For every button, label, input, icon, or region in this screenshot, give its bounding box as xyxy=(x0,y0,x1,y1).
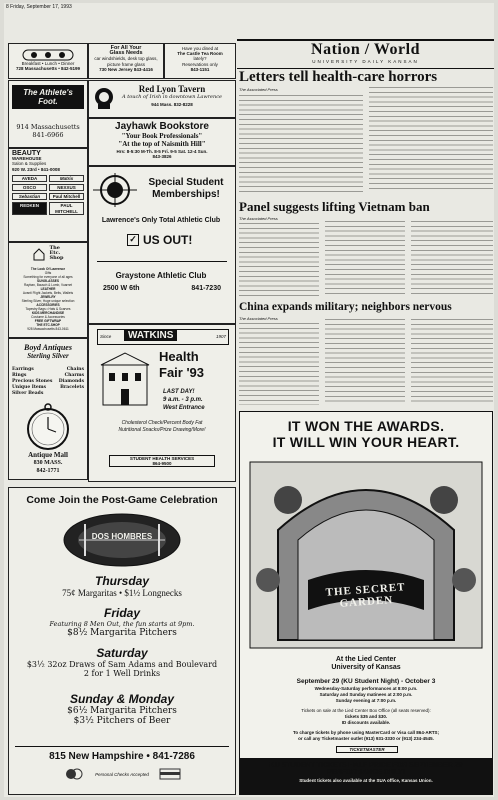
beauty-brand: Matrix xyxy=(49,175,84,182)
etc-line: LEATHER xyxy=(40,287,56,291)
section-title: Nation / World xyxy=(311,41,420,58)
jayhawk-hours: Hrs: 8-5:30 M-Th. 8-5 Fri. 9-5 Sat. 12-4 Sun. xyxy=(116,149,208,154)
greystone-name: Graystone Athletic Club xyxy=(115,271,207,280)
beauty-brand: Sebastian xyxy=(12,193,47,200)
post-game-title: Come Join the Post-Game Celebration xyxy=(26,494,218,506)
beauty-brand: REDKEN xyxy=(12,202,47,214)
article-text-col xyxy=(325,319,405,405)
red-lyon-sub: A touch of Irish in downtown Lawrence xyxy=(122,94,222,100)
day-block-saturday xyxy=(9,646,235,678)
etc-shop-name xyxy=(49,246,63,265)
glass-t4: picture frame glass xyxy=(106,61,145,67)
jayhawk-q2: "At the top of Naismith Hill" xyxy=(118,140,206,148)
castle-ad xyxy=(164,43,236,79)
student-bar-3: Student tickets also available at the SUA office, Kansas Union. xyxy=(299,778,433,783)
student-bar-2: PERFORMANCE ONLY! xyxy=(327,769,405,776)
student-ticket-bar xyxy=(239,758,493,794)
etc-shop-logo xyxy=(9,246,87,265)
day-block-thursday xyxy=(9,574,235,598)
beauty-l2: WAREHOUSE xyxy=(12,156,42,162)
day-line: $8½ Margarita Pitchers xyxy=(67,628,177,638)
boyd-antiques-ad xyxy=(8,338,88,480)
article-text-col xyxy=(239,323,319,405)
etc-line: SUNGLASSES xyxy=(37,279,59,283)
antique-item: Charms xyxy=(64,373,84,378)
fair-title: Fair '93 xyxy=(159,365,205,380)
article-headline-1: Letters tell health-care horrors xyxy=(239,69,438,85)
article-headline-2: Panel suggests lifting Vietnam ban xyxy=(239,199,430,214)
pizza-sub: Breakfast • Lunch • Dinner xyxy=(21,61,75,66)
antique-title: Boyd Antiques xyxy=(24,343,72,352)
etc-line: THE ETC.SHOP xyxy=(36,323,60,327)
student-health-phone: 864-9500 xyxy=(152,461,172,467)
etc-t3: Shop xyxy=(49,255,64,261)
day-line: $3½ 32oz Draws of Sam Adams and Boulevard xyxy=(26,660,218,669)
etc-line: Sterling Silver, Huge unique selection xyxy=(21,299,75,303)
garden-perf-2: Saturday and Sunday matinees at 2:00 p.m. xyxy=(319,692,413,697)
pizza-ad xyxy=(8,43,88,79)
garden-charge-1: To charge tickets by phone using MasterCard or Visa call 864-ARTS; xyxy=(292,730,440,735)
day-line: $3½ Pitchers of Beer xyxy=(73,716,171,726)
day-line: Featuring 8 Men Out, the fun starts at 9pm. xyxy=(49,620,195,628)
garden-venue-1: At the Lied Center xyxy=(335,656,397,663)
castle-t4: Reservations only xyxy=(182,61,218,67)
antique-left-list xyxy=(12,367,52,397)
sunburst-logo xyxy=(93,173,137,211)
athletes-foot-address: 914 Massachusetts xyxy=(16,123,80,131)
news-section xyxy=(237,3,494,797)
us-out-badge xyxy=(127,233,192,247)
etc-line: KIDS MERCHANDISE xyxy=(31,311,65,315)
day-line: 2 for 1 Well Drinks xyxy=(83,669,161,678)
garden-tix-2: tickets $35 and $30. xyxy=(344,714,388,719)
etc-line: FREE GIFTWRAP xyxy=(34,319,62,323)
secret-garden-ad xyxy=(239,411,493,795)
page-number-date: 8 Friday, September 17, 1993 xyxy=(6,4,72,10)
beauty-brand: OSCO xyxy=(12,184,47,191)
award-line-2: IT WILL WIN YOUR HEART. xyxy=(272,434,460,450)
athletes-foot-logo: The Athlete's Foot. xyxy=(12,85,84,109)
glass-t3: car windshields, desk top glass, xyxy=(94,56,158,62)
day-block-sunday-monday xyxy=(9,692,235,726)
antique-item: Chains xyxy=(66,367,84,372)
article-text-col xyxy=(239,223,319,297)
etc-line: The Look Of Lawrence xyxy=(30,267,66,271)
etc-shop-ad xyxy=(8,242,88,338)
beauty-address: 920 W. 23rd • 841-0008 xyxy=(12,166,60,172)
last-day: LAST DAY! xyxy=(163,389,195,395)
greystone-divider xyxy=(97,261,227,262)
greystone-special: Special Student Memberships! xyxy=(148,177,224,200)
etc-line: ACCESSORIES xyxy=(36,303,60,307)
day-line: $6½ Margarita Pitchers xyxy=(67,706,177,716)
article-source-3: The Associated Press xyxy=(239,316,278,321)
etc-line: Gifts xyxy=(44,271,52,275)
etc-line: Avanti Flight Jackets, Belts, Wallets xyxy=(22,291,74,295)
article-source-1: The Associated Press xyxy=(239,87,278,92)
glass-t2: Glass Needs xyxy=(109,50,143,57)
article-text-col xyxy=(411,221,493,297)
etc-line: JEWELRY xyxy=(40,295,56,299)
newspaper-page xyxy=(4,3,494,797)
beauty-brand: PAUL MITCHELL xyxy=(49,202,84,214)
pocket-watch-icon xyxy=(23,401,73,455)
visa-icon xyxy=(159,765,181,784)
etc-line: Tapestry Bags • Hats & Scarves xyxy=(25,307,71,311)
antique-address: 830 MASS. xyxy=(33,460,63,466)
beauty-brand-grid xyxy=(12,175,84,215)
garden-title: THE SECRET GARDEN xyxy=(325,581,406,610)
us-out-text: US OUT! xyxy=(143,233,193,247)
fair-time: 9 a.m. - 3 p.m. xyxy=(163,397,203,403)
football-icon xyxy=(61,510,183,574)
post-game-ad xyxy=(8,487,236,795)
etc-line: Rayban, Bausch & Lomb, Vuarnet xyxy=(23,283,73,287)
fair-where: West Entrance xyxy=(163,405,205,411)
garden-tix-3: ID discounts available. xyxy=(341,720,391,725)
beauty-brand: NEXXUS xyxy=(49,184,84,191)
watkins-banner xyxy=(97,329,229,345)
article-source-2: The Associated Press xyxy=(239,216,278,221)
lion-icon xyxy=(93,86,115,114)
etc-line: Something for everyone of all ages xyxy=(23,275,73,279)
glass-address: 730 New Jersey 843-4416 xyxy=(99,66,153,72)
beauty-brand: AVEDA xyxy=(12,175,47,182)
etc-t2: Etc. xyxy=(49,250,61,256)
day-label: Saturday xyxy=(96,646,148,660)
beauty-warehouse-ad xyxy=(8,148,88,242)
student-health-bar xyxy=(109,455,215,467)
beauty-l3: Salon & Supplies xyxy=(12,161,47,167)
garden-venue-2: University of Kansas xyxy=(331,664,401,671)
antique-mall-name: Antique Mall xyxy=(28,451,68,459)
award-line-1: IT WON THE AWARDS. xyxy=(287,418,445,434)
section-masthead xyxy=(237,39,494,69)
antique-item: Rings xyxy=(12,373,27,378)
antique-item: Unique Items xyxy=(12,385,47,390)
garden-perf-1: Wednesday-Saturday performances at 8:00 p.m. xyxy=(314,686,418,691)
castle-t3: lately? xyxy=(193,56,207,62)
etc-t1: The xyxy=(49,245,60,251)
ticketmaster-logo: TICKETMASTER xyxy=(336,746,398,753)
garden-tix-1: Tickets on sale at the Lied Center Box Office (all seats reserved): xyxy=(301,708,431,713)
student-health-label: STUDENT HEALTH SERVICES xyxy=(129,456,195,461)
football-label: DOS HOMBRES xyxy=(91,532,153,541)
jayhawk-phone: 843-3826 xyxy=(152,154,172,160)
antique-sub: Sterling Silver xyxy=(27,352,69,360)
watkins-since: Since xyxy=(100,334,112,339)
castle-phone: 843-1151 xyxy=(190,66,210,72)
health-title: Health xyxy=(159,349,199,364)
greystone-club: Lawrence's Only Total Athletic Club xyxy=(101,217,221,224)
watkins-name: WATKINS xyxy=(124,330,177,341)
article-headline-3: China expands military; neighbors nervous xyxy=(239,301,452,313)
beauty-l1: BEAUTY xyxy=(12,150,41,157)
fair-fine-2: Nutritional Snacks/Prize Drawing/More! xyxy=(118,427,206,433)
glass-t1: For All Your xyxy=(110,45,142,51)
red-lyon-address: 944 Mass. 832-8228 xyxy=(151,102,193,107)
article-text-col xyxy=(239,95,363,193)
athletes-foot-phone: 841-6966 xyxy=(32,131,64,139)
jayhawk-q1: "Your Book Professionals" xyxy=(121,132,203,140)
garden-dates: September 29 (KU Student Night) - October 3 xyxy=(296,678,436,685)
day-label: Friday xyxy=(103,606,140,620)
article-text-col xyxy=(369,87,493,191)
etc-line: 928 Massachusetts 843-0611 xyxy=(27,327,69,331)
section-subtitle: UNIVERSITY DAILY KANSAN xyxy=(312,59,419,64)
watkins-year: 1907 xyxy=(215,334,226,339)
antique-item: Bracelets xyxy=(60,385,84,390)
etc-line: Costume & Accessories xyxy=(31,315,65,319)
antique-right-list xyxy=(59,367,84,391)
castle-t2: The Castle Tea Room xyxy=(177,51,223,57)
post-game-footer-row xyxy=(15,765,229,784)
garden-charge-2: or call any Ticketmaster outlet (913) 931-3330 or (913) 234-4545. xyxy=(298,736,434,741)
greystone-phone: 841-7230 xyxy=(191,285,221,292)
day-block-friday xyxy=(9,606,235,638)
mastercard-icon xyxy=(63,765,85,784)
greystone-ad xyxy=(88,166,236,324)
red-lyon-name: Red Lyon Tavern xyxy=(138,84,206,94)
antique-item: Diamonds xyxy=(58,379,84,384)
greystone-address: 2500 W 6th xyxy=(103,285,140,292)
article-text-col xyxy=(411,319,493,405)
garden-perf-3: Sunday evening at 7:00 p.m. xyxy=(335,698,397,703)
athletes-foot-ad xyxy=(8,80,88,148)
antique-item: Silver Beads xyxy=(12,391,44,396)
antique-item: Earrings xyxy=(12,367,34,372)
jayhawk-bookstore-ad xyxy=(88,118,236,166)
fair-fine-1: Cholesterol Check/Percent Body Fat xyxy=(121,420,203,426)
student-bar-1: KU STUDENT TICKETS HALF PRICE FOR SEPTEMBER 29 xyxy=(269,762,463,769)
shop-icon xyxy=(32,246,46,265)
pizza-logo xyxy=(9,47,87,61)
watkins-health-fair-ad xyxy=(88,324,236,482)
pizza-address: 728 Massachusetts • 842-5199 xyxy=(15,66,81,72)
jayhawk-name: Jayhawk Bookstore xyxy=(115,121,209,132)
day-label: Thursday xyxy=(94,574,149,588)
etc-line-list xyxy=(9,267,87,331)
day-label: Sunday & Monday xyxy=(69,692,174,706)
garden-artwork xyxy=(248,460,484,654)
castle-t1: Have you dined at xyxy=(181,46,219,51)
beauty-brand: Paul Mitchell xyxy=(49,193,84,200)
day-line: 75¢ Margaritas • $1½ Longnecks xyxy=(62,588,182,598)
article-text-col xyxy=(325,221,405,297)
red-lyon-ad xyxy=(88,80,236,118)
checks-accepted: Personal Checks Accepted xyxy=(95,771,149,777)
post-game-footer xyxy=(15,746,229,784)
antique-item: Precious Stones xyxy=(12,379,53,384)
watkins-building-icon xyxy=(99,351,151,411)
antique-phone: 842-1771 xyxy=(36,468,60,474)
post-game-address: 815 New Hampshire • 841-7286 xyxy=(49,751,195,762)
glass-ad xyxy=(88,43,164,79)
checkbox-icon: ✓ xyxy=(127,234,139,246)
